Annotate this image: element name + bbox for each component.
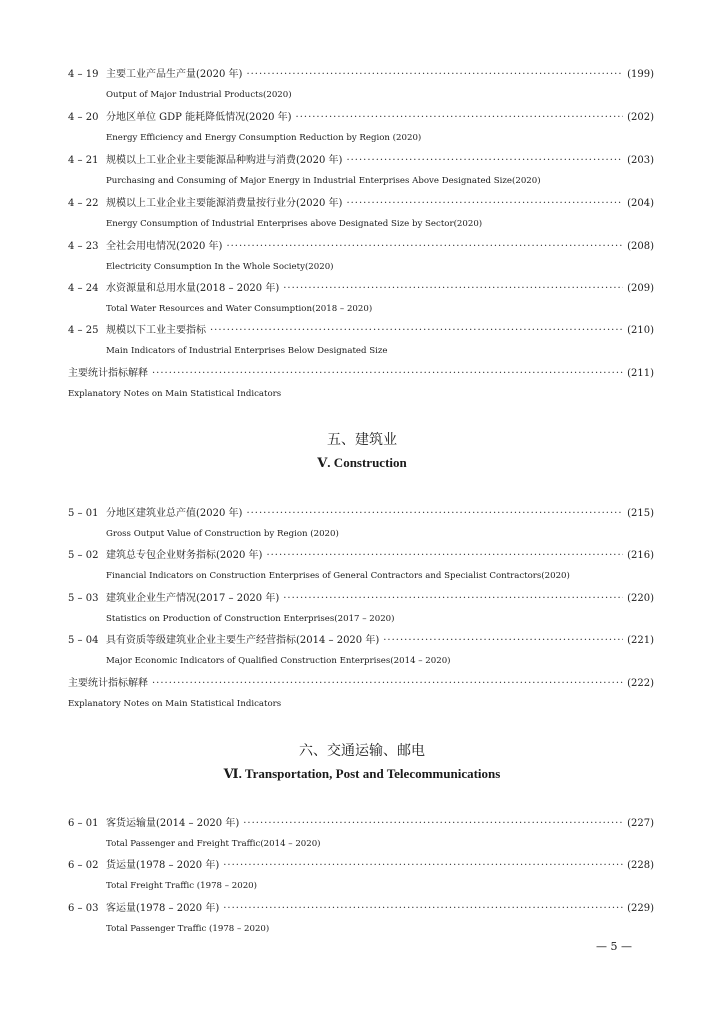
- entry-english-title: Gross Output Value of Construction by Region (2020): [106, 529, 339, 539]
- toc-notes-entry[interactable]: [68, 367, 654, 400]
- toc-entry[interactable]: [68, 282, 654, 315]
- entry-title: 建筑业企业生产情况(2017 – 2020 年): [106, 593, 280, 604]
- entry-number: 4 – 21: [68, 155, 99, 166]
- entry-title: 水资源量和总用水量(2018 – 2020 年): [106, 283, 280, 294]
- entry-page: (222): [627, 678, 654, 689]
- entry-title: 规模以下工业主要指标: [106, 325, 206, 336]
- entry-page: (209): [627, 283, 654, 294]
- entry-number: 4 – 20: [68, 112, 99, 123]
- entry-title: 规模以上工业企业主要能源消费量按行业分(2020 年): [106, 198, 343, 209]
- entry-title: 全社会用电情况(2020 年): [106, 241, 223, 252]
- entry-number: 4 – 24: [68, 283, 99, 294]
- entry-page: (216): [627, 550, 654, 561]
- dot-leader: [210, 324, 623, 337]
- entry-english-title: Major Economic Indicators of Qualified Construction Enterprises(2014 – 2020): [106, 656, 451, 666]
- entry-page: (199): [627, 69, 654, 80]
- entry-number: 5 – 04: [68, 635, 99, 646]
- entry-page: (229): [627, 903, 654, 914]
- toc-entry[interactable]: [68, 197, 654, 230]
- entry-page: (228): [627, 860, 654, 871]
- dot-leader: [223, 859, 623, 872]
- dot-leader: [223, 902, 623, 915]
- toc-entry[interactable]: [68, 902, 654, 935]
- entry-english-title: Total Passenger Traffic (1978 – 2020): [106, 924, 270, 934]
- section-title-en: Ⅵ. Transportation, Post and Telecommunications: [223, 766, 501, 781]
- entry-page: (220): [627, 593, 654, 604]
- section-title-cn: 五、建筑业: [327, 432, 397, 448]
- entry-page: (221): [627, 635, 654, 646]
- entry-number: 5 – 02: [68, 550, 99, 561]
- entry-title: 主要工业产品生产量(2020 年): [106, 69, 243, 80]
- entry-english-title: Purchasing and Consuming of Major Energy in Industrial Enterprises Above Designated Size(2020): [106, 176, 541, 186]
- entry-number: 4 – 25: [68, 325, 99, 336]
- entry-number: 5 – 03: [68, 593, 99, 604]
- dot-leader: [152, 367, 623, 380]
- entry-number: 5 – 01: [68, 508, 99, 519]
- entry-title: 具有资质等级建筑业企业主要生产经营指标(2014 – 2020 年): [106, 635, 380, 646]
- section-title-en: Ⅴ. Construction: [317, 455, 407, 470]
- entry-page: (208): [627, 241, 654, 252]
- entry-page: (203): [627, 155, 654, 166]
- entry-page: (211): [627, 368, 654, 379]
- entry-english-title: Output of Major Industrial Products(2020): [106, 90, 292, 100]
- entry-title: 客货运输量(2014 – 2020 年): [106, 818, 240, 829]
- entry-number: 6 – 03: [68, 903, 99, 914]
- dot-leader: [243, 817, 623, 830]
- toc-entry[interactable]: [68, 817, 654, 850]
- entry-english-title: Energy Consumption of Industrial Enterprises above Designated Size by Sector(2020): [106, 219, 483, 229]
- dot-leader: [266, 549, 623, 562]
- entry-number: 4 – 22: [68, 198, 99, 209]
- dot-leader: [296, 111, 624, 124]
- entry-english-title: Explanatory Notes on Main Statistical Indicators: [68, 389, 282, 399]
- entry-number: 6 – 01: [68, 818, 99, 829]
- toc-entry[interactable]: [68, 154, 654, 187]
- entry-english-title: Energy Efficiency and Energy Consumption Reduction by Region (2020): [106, 133, 422, 143]
- entry-title: 主要统计指标解释: [68, 368, 148, 379]
- toc-entry[interactable]: [68, 592, 654, 625]
- entry-english-title: Main Indicators of Industrial Enterprises Below Designated Size: [106, 346, 388, 356]
- toc-entry[interactable]: [68, 240, 654, 273]
- entry-title: 主要统计指标解释: [68, 678, 148, 689]
- entry-title: 分地区单位 GDP 能耗降低情况(2020 年): [106, 112, 292, 123]
- entry-english-title: Statistics on Production of Construction Enterprises(2017 – 2020): [106, 614, 395, 624]
- entry-page: (215): [627, 508, 654, 519]
- entry-english-title: Total Water Resources and Water Consumption(2018 – 2020): [106, 304, 373, 314]
- entry-number: 4 – 23: [68, 241, 99, 252]
- entry-page: (210): [627, 325, 654, 336]
- toc-entry[interactable]: [68, 111, 654, 144]
- dot-leader: [152, 677, 623, 690]
- dot-leader: [346, 154, 623, 167]
- entry-title: 客运量(1978 – 2020 年): [106, 903, 220, 914]
- entry-english-title: Total Passenger and Freight Traffic(2014 – 2020): [106, 839, 321, 849]
- entry-english-title: Explanatory Notes on Main Statistical Indicators: [68, 699, 282, 709]
- dot-leader: [246, 507, 623, 520]
- dot-leader: [226, 240, 623, 253]
- entry-title: 建筑总专包企业财务指标(2020 年): [106, 550, 263, 561]
- page-number: — 5 —: [596, 940, 632, 953]
- entry-title: 货运量(1978 – 2020 年): [106, 860, 220, 871]
- dot-leader: [383, 634, 623, 647]
- entry-page: (227): [627, 818, 654, 829]
- toc-entry[interactable]: [68, 507, 654, 540]
- toc-entry[interactable]: [68, 634, 654, 667]
- dot-leader: [283, 592, 623, 605]
- toc-notes-entry[interactable]: [68, 677, 654, 710]
- entry-title: 分地区建筑业总产值(2020 年): [106, 508, 243, 519]
- section-heading: [0, 431, 724, 471]
- toc-entry[interactable]: [68, 549, 654, 582]
- dot-leader: [246, 68, 623, 81]
- entry-english-title: Total Freight Traffic (1978 – 2020): [106, 881, 257, 891]
- entry-number: 4 – 19: [68, 69, 99, 80]
- dot-leader: [283, 282, 623, 295]
- dot-leader: [346, 197, 623, 210]
- entry-number: 6 – 02: [68, 860, 99, 871]
- section-heading: [0, 742, 724, 782]
- entry-english-title: Electricity Consumption In the Whole Society(2020): [106, 262, 334, 272]
- toc-entry[interactable]: [68, 859, 654, 892]
- toc-entry[interactable]: [68, 68, 654, 101]
- entry-page: (204): [627, 198, 654, 209]
- entry-title: 规模以上工业企业主要能源品种购进与消费(2020 年): [106, 155, 343, 166]
- toc-entry[interactable]: [68, 324, 654, 357]
- entry-page: (202): [627, 112, 654, 123]
- section-title-cn: 六、交通运输、邮电: [299, 743, 425, 759]
- entry-english-title: Financial Indicators on Construction Enterprises of General Contractors and Specialist Contractors(2020): [106, 571, 570, 581]
